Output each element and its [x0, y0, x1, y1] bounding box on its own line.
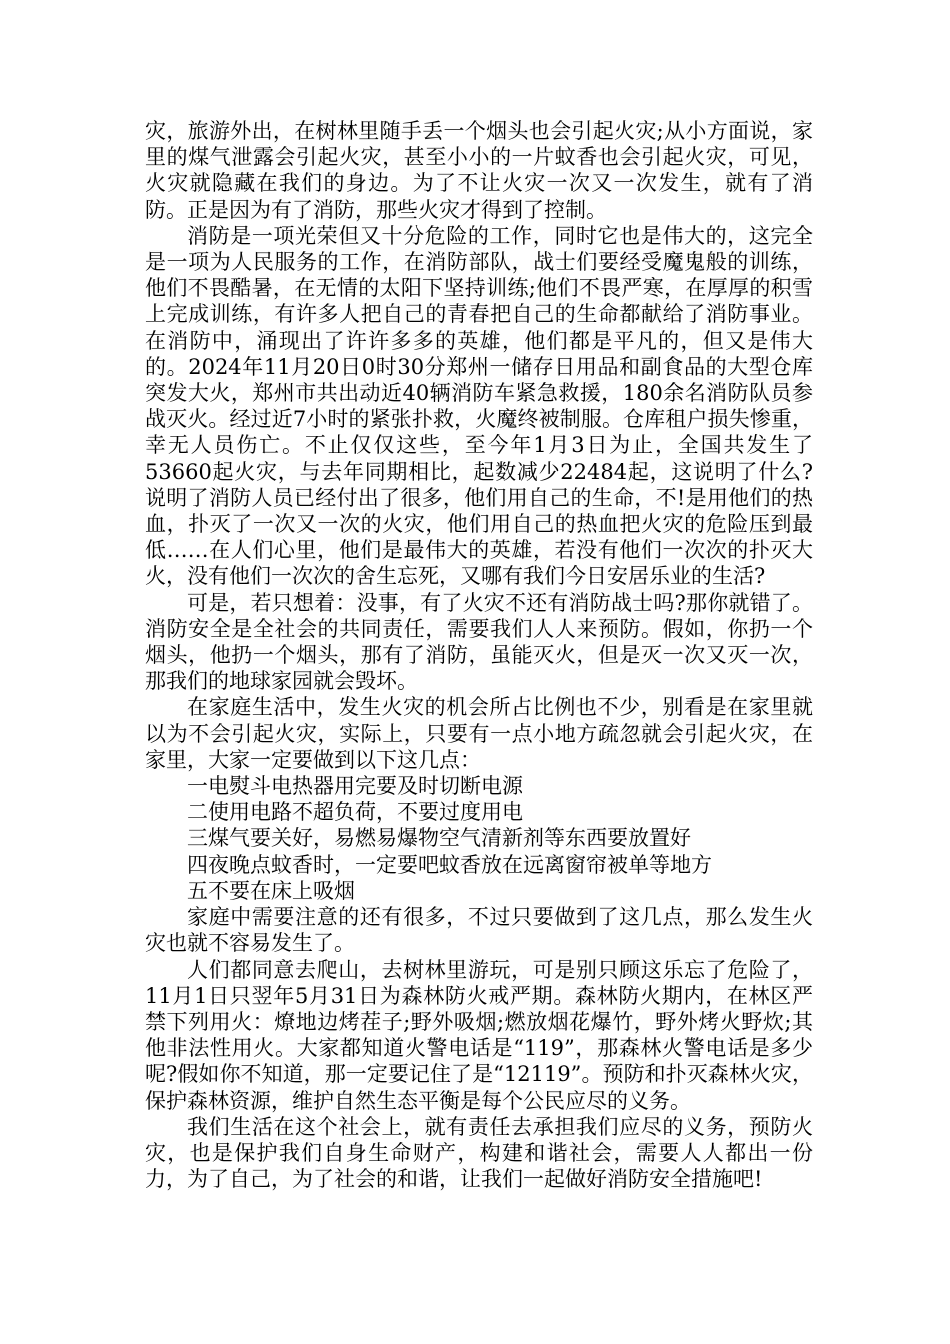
- list-item: 四夜晚点蚊香时，一定要吧蚊香放在远离窗帘被单等地方: [187, 852, 712, 877]
- paragraph: 人们都同意去爬山，去树林里游玩，可是别只顾这乐忘了危险了，11月1日只翌年5月31日为森林防火戒严期。森林防火期内，在林区严禁下列用火：燎地边烤茬子;野外吸烟;燃放烟花爆竹，野外烤火野炊;其他非法性用火。大家都知道火警电话是“119”，那森林火警电话是多少呢?假如你不知道，那一定要记住了是“12119”。预防和扑灭森林火灾，保护森林资源，维护自然生态平衡是每个公民应尽的义务。: [145, 957, 813, 1113]
- list-item: 一电熨斗电热器用完要及时切断电源: [187, 774, 523, 799]
- list-item: 三煤气要关好，易燃易爆物空气清新剂等东西要放置好: [187, 826, 691, 851]
- paragraph: 灾，旅游外出，在树林里随手丢一个烟头也会引起火灾;从小方面说，家里的煤气泄露会引起火灾，甚至小小的一片蚊香也会引起火灾，可见，火灾就隐藏在我们的身边。为了不让火灾一次又一次发生，就有了消防。正是因为有了消防，那些火灾才得到了控制。: [145, 119, 813, 222]
- paragraph: 我们生活在这个社会上，就有责任去承担我们应尽的义务，预防火灾，也是保护我们自身生命财产，构建和谐社会，需要人人都出一份力，为了自己，为了社会的和谐，让我们一起做好消防安全措施吧!: [145, 1114, 813, 1192]
- document-body: [145, 118, 813, 1192]
- paragraph: 在家庭生活中，发生火灾的机会所占比例也不少，别看是在家里就以为不会引起火灾，实际上，只要有一点小地方疏忽就会引起火灾，在家里，大家一定要做到以下这几点：: [145, 695, 813, 772]
- paragraph: 家庭中需要注意的还有很多，不过只要做到了这几点，那么发生火灾也就不容易发生了。: [145, 905, 813, 956]
- list-item: 二使用电路不超负荷，不要过度用电: [187, 800, 523, 825]
- list-item: 五不要在床上吸烟: [187, 878, 355, 903]
- paragraph: 可是，若只想着：没事，有了火灾不还有消防战士吗?那你就错了。消防安全是全社会的共同责任，需要我们人人来预防。假如，你扔一个烟头，他扔一个烟头，那有了消防，虽能灭火，但是灭一次又灭一次，那我们的地球家园就会毁坏。: [145, 590, 813, 694]
- paragraph: 消防是一项光荣但又十分危险的工作，同时它也是伟大的，这完全是一项为人民服务的工作，在消防部队，战士们要经受魔鬼般的训练，他们不畏酷暑，在无情的太阳下坚持训练;他们不畏严寒，在厚厚的积雪上完成训练，有许多人把自己的青春把自己的生命都献给了消防事业。在消防中，涌现出了许许多多的英雄，他们都是平凡的，但又是伟大的。2024年11月20日0时30分郑州一储存日用品和副食品的大型仓库突发大火，郑州市共出动近40辆消防车紧急救援，180余名消防队员参战灭火。经过近7小时的紧张扑救，火魔终被制服。仓库租户损失惨重，幸无人员伤亡。不止仅仅这些，至今年1月3日为止，全国共发生了53660起火灾，与去年同期相比，起数减少22484起，这说明了什么?说明了消防人员已经付出了很多，他们用自己的生命，不!是用他们的热血，扑灭了一次又一次的火灾，他们用自己的热血把火灾的危险压到最低……在人们心里，他们是最伟大的英雄，若没有他们一次次的扑灭大火，没有他们一次次的舍生忘死，又哪有我们今日安居乐业的生活?: [145, 223, 813, 589]
